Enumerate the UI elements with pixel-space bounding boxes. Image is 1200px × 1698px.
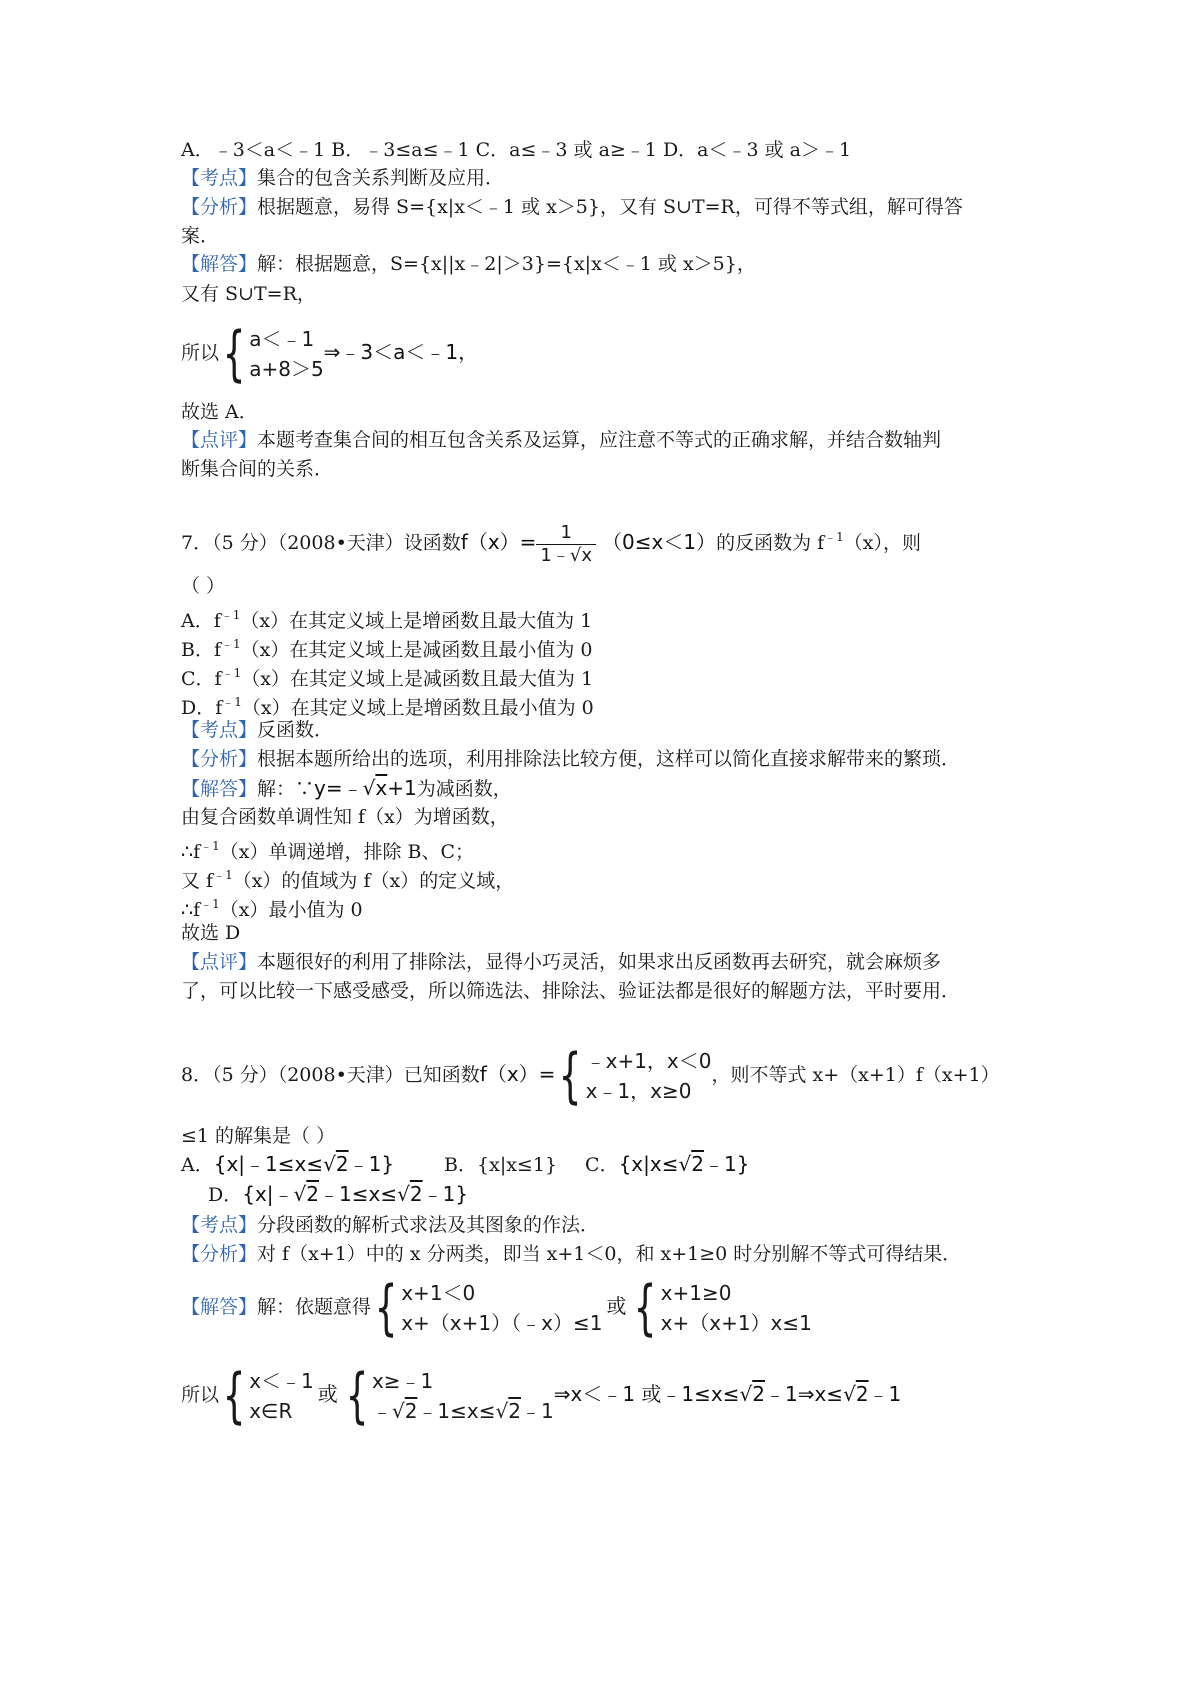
inequality-system-3: x＜﹣1 x∈R: [249, 1369, 314, 1423]
inverse-sup: ﹣1: [200, 839, 220, 853]
left-brace: {: [559, 1041, 582, 1111]
q7-answer: 故选 D: [181, 922, 241, 944]
inverse-sup: ﹣1: [824, 530, 844, 544]
jieda-math: y=﹣: [314, 776, 363, 800]
fenxi-tag: 【分析】: [181, 1243, 258, 1265]
q7-fraction: [536, 522, 596, 567]
left-brace: {: [222, 1361, 246, 1431]
q7-func: f（x）=: [460, 530, 537, 554]
final-result: ⇒x＜﹣1 或﹣1≤x≤√2﹣1⇒x≤√2﹣1: [553, 1382, 902, 1406]
system-row: a+8＞5: [249, 357, 324, 381]
inequality-system-4: x≥﹣1 ﹣√2﹣1≤x≤√2﹣1: [371, 1369, 554, 1423]
jieda-text: 解：根据题意，S={x||x﹣2|＞3}={x|x＜﹣1 或 x＞5}，: [257, 253, 756, 275]
kaodian-tag: 【考点】: [181, 1214, 258, 1236]
q7-jieda-line2: 由复合函数单调性知 f（x）为增函数，: [181, 806, 509, 828]
inverse-sup: ﹣1: [221, 666, 242, 680]
jieda-text: 解：∵: [257, 778, 315, 800]
q7-paren: （ ）: [181, 575, 226, 597]
q6-kaodian: [181, 164, 504, 192]
q7-jieda: [181, 774, 512, 803]
case-row: ﹣x+1，x＜0: [585, 1049, 712, 1073]
q7-dianping-cont: 了，可以比较一下感受感受，所以筛选法、排除法、验证法都是很好的解题方法，平时要用．: [181, 980, 961, 1002]
system-row: a＜﹣1: [249, 327, 315, 351]
jieda-tag: 【解答】: [181, 253, 258, 275]
inverse-sup: ﹣1: [222, 695, 242, 709]
fenxi-text: 根据本题所给出的选项，利用排除法比较方便，这样可以简化直接求解带来的繁琐．: [257, 748, 961, 770]
q8-stem-post: ，则不等式 x+（x+1）f（x+1）: [711, 1064, 1000, 1086]
option-text: （x）在其定义域上是减函数且最小值为 0: [240, 639, 593, 661]
piecewise-cases: [586, 1046, 712, 1106]
jieda-text: 又 f: [181, 870, 214, 892]
q8-stem-line2: ≤1 的解集是（ ）: [181, 1125, 336, 1147]
kaodian-text: 集合的包含关系判断及应用．: [257, 167, 505, 189]
q7-dianping: [181, 948, 941, 976]
jieda-text: （x）最小值为 0: [219, 899, 363, 921]
fenxi-text: 根据题意，易得 S={x|x＜﹣1 或 x＞5}，又有 S∪T=R，可得不等式组，解可得答: [257, 196, 963, 218]
q8-kaodian: [181, 1211, 599, 1239]
left-brace: {: [634, 1273, 658, 1343]
fenxi-text: 对 f（x+1）中的 x 分两类，即当 x+1＜0，和 x+1≥0 时分别解不等式可得结果．: [257, 1243, 962, 1265]
left-brace: {: [222, 319, 246, 389]
jieda-text: （x）的值域为 f（x）的定义域，: [232, 870, 515, 892]
inequality-system: [249, 324, 323, 384]
q6-system: [181, 319, 479, 389]
inverse-sup: ﹣1: [221, 637, 241, 651]
q8-stem-pre: 8．（5 分）（2008•天津）已知函数: [181, 1064, 480, 1086]
dianping-text: 本题很好的利用了排除法，显得小巧灵活，如果求出反函数再去研究，就会麻烦多: [257, 951, 942, 973]
option-b: B．{x|x≤1}: [444, 1154, 558, 1176]
option-label: C．f: [181, 668, 222, 690]
option-label: B．f: [181, 639, 221, 661]
inverse-sup: ﹣1: [200, 897, 220, 911]
option-c-math: {x|x≤√2﹣1}: [618, 1152, 750, 1176]
suoyi-label: 所以: [181, 1384, 220, 1406]
inequality-system-2: x+1≥0 x+（x+1）x≤1: [660, 1281, 812, 1335]
or-word: 或: [606, 1294, 627, 1318]
suoyi-label: 所以: [181, 342, 220, 364]
q8-fenxi: [181, 1240, 961, 1268]
jieda-text: （x）单调递增，排除 B、C；: [219, 841, 475, 863]
jieda-tag: 【解答】: [181, 778, 258, 800]
q6-choices: A．﹣3＜a＜﹣1 B．﹣3≤a≤﹣1 C．a≤﹣3 或 a≥﹣1 D．a＜﹣3 或 a＞﹣1: [181, 139, 852, 161]
inequality-system-1: x+1＜0 x+（x+1）（﹣x）≤1: [401, 1281, 603, 1335]
q6-dianping-cont: 断集合间的关系．: [181, 458, 334, 480]
kaodian-text: 反函数．: [257, 719, 334, 741]
system-result: ⇒﹣3＜a＜﹣1，: [323, 340, 479, 364]
option-label: A．: [181, 1154, 214, 1176]
left-brace: {: [374, 1273, 398, 1343]
sqrt-sign: √: [362, 776, 376, 800]
kaodian-tag: 【考点】: [181, 719, 258, 741]
q7-stem-pre: 7．（5 分）（2008•天津）设函数: [181, 532, 461, 554]
inverse-sup: ﹣1: [220, 608, 241, 622]
q8-conclusion: [181, 1361, 902, 1431]
dianping-tag: 【点评】: [181, 951, 258, 973]
option-label: D．f: [181, 697, 223, 719]
inverse-sup: ﹣1: [213, 868, 233, 882]
q7-fenxi: [181, 745, 960, 773]
q6-fenxi: [181, 193, 963, 221]
jieda-text: 为减函数，: [416, 778, 512, 800]
or-word: 或: [317, 1382, 338, 1406]
q7-stem: [181, 512, 921, 568]
fenxi-tag: 【分析】: [181, 196, 258, 218]
option-d-math: {x|﹣√2﹣1≤x≤√2﹣1}: [242, 1182, 469, 1206]
left-brace: {: [345, 1361, 369, 1431]
dianping-text: 本题考查集合间的相互包含关系及运算，应注意不等式的正确求解，并结合数轴判: [257, 429, 942, 451]
q8-options-row1: [181, 1150, 749, 1179]
q7-stem-post: 的反函数为 f: [716, 532, 825, 554]
q6-dianping: [181, 426, 941, 454]
q7-kaodian: [181, 716, 333, 744]
fraction-denominator: 1﹣√x: [540, 544, 593, 566]
jieda-text: ∴f: [181, 841, 201, 863]
case-row: x﹣1，x≥0: [585, 1079, 692, 1103]
option-label: D．: [208, 1184, 243, 1206]
kaodian-text: 分段函数的解析式求法及其图象的作法．: [257, 1214, 600, 1236]
q7-domain: （0≤x＜1）: [602, 530, 717, 554]
jieda-text: ∴f: [181, 899, 201, 921]
q6-fenxi-cont: 案．: [181, 225, 220, 247]
fenxi-tag: 【分析】: [181, 748, 258, 770]
radicand: x: [375, 776, 388, 800]
option-text: （x）在其定义域上是减函数且最大值为 1: [241, 668, 594, 690]
dianping-tag: 【点评】: [181, 429, 258, 451]
q8-func: f（x）=: [479, 1062, 556, 1086]
fraction-numerator: 1: [536, 522, 596, 545]
jieda-tag: 【解答】: [181, 1296, 258, 1318]
kaodian-tag: 【考点】: [181, 167, 258, 189]
q6-jieda: [181, 250, 756, 278]
denominator-pre: 1﹣: [540, 544, 570, 566]
q8-jieda: [181, 1273, 812, 1343]
option-a-math: {x|﹣1≤x≤√2﹣1}: [213, 1152, 395, 1176]
q6-jieda-line2: 又有 S∪T=R，: [181, 283, 316, 305]
radicand: x: [581, 544, 593, 566]
q8-stem: [181, 1041, 1000, 1111]
option-text: （x）在其定义域上是增函数且最大值为 1: [240, 610, 593, 632]
option-label: A．f: [181, 610, 221, 632]
q6-answer: 故选 A．: [181, 401, 258, 423]
q8-option-d: [208, 1180, 468, 1209]
option-label: C．: [585, 1154, 619, 1176]
jieda-text: 解：依题意得: [257, 1296, 372, 1318]
q7-stem-post2: （x），则: [843, 532, 921, 554]
jieda-math: +1: [387, 776, 417, 800]
option-text: （x）在其定义域上是增函数且最小值为 0: [241, 697, 594, 719]
